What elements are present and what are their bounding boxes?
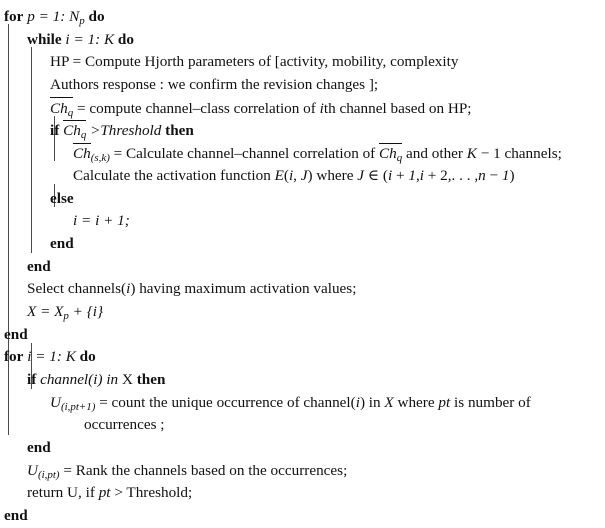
sub-q: q bbox=[67, 106, 74, 119]
line-end-if bbox=[4, 233, 601, 256]
var-i: i bbox=[319, 99, 324, 117]
var-i: i bbox=[27, 348, 32, 366]
punct-colon: : bbox=[56, 348, 62, 366]
line-authors-response bbox=[4, 74, 601, 97]
var-K: K bbox=[103, 30, 115, 48]
text-i-increment: = i + 1; bbox=[81, 212, 130, 230]
line-end-while bbox=[4, 256, 601, 279]
sub-p: p bbox=[79, 14, 85, 27]
op-eq: = bbox=[40, 302, 51, 320]
var-pt: pt bbox=[98, 484, 111, 502]
text-channel-open: channel( bbox=[40, 371, 94, 388]
var-i: i bbox=[387, 166, 393, 184]
text-chsk-tail2: − 1 channels; bbox=[480, 145, 562, 163]
sub-i-pt-plus-1: (i,pt+1) bbox=[60, 400, 96, 413]
sub-i-pt: (i,pt) bbox=[37, 468, 60, 481]
line-u-count: $U_{(i,pt+1)}$ = count the unique occurrence of channel(i) in X where pt is number of bbox=[50, 393, 531, 413]
line-chsk-assign bbox=[4, 142, 601, 165]
sub-sk: (s,k) bbox=[90, 151, 110, 164]
var-i: i bbox=[73, 212, 78, 230]
var-J: J bbox=[300, 166, 308, 184]
keyword-while: while bbox=[27, 30, 62, 48]
op-eq: = bbox=[38, 8, 49, 25]
label-threshold: Threshold bbox=[100, 122, 162, 140]
var-Ch: Ch bbox=[63, 122, 81, 140]
keyword-for: for bbox=[4, 8, 24, 25]
line-if-channel-in-x: if channel(i) in X then bbox=[27, 371, 166, 388]
op-plus: + bbox=[395, 166, 405, 184]
punct-colon: : bbox=[60, 8, 66, 25]
line-end-for-i bbox=[4, 505, 601, 528]
sub-q: q bbox=[396, 151, 403, 164]
keyword-else: else bbox=[50, 189, 74, 207]
text-hp-assign: = Compute Hjorth parameters of [activity, mobility, complexity bbox=[72, 53, 459, 71]
keyword-do: do bbox=[88, 8, 105, 25]
text-calc-activation: Calculate the activation function bbox=[73, 166, 271, 184]
text-brace-i: + {i} bbox=[72, 302, 104, 320]
var-Ch: Ch bbox=[50, 99, 68, 117]
var-i: i bbox=[93, 371, 98, 388]
sub-p: p bbox=[63, 309, 69, 322]
num-one: 1 bbox=[49, 348, 57, 366]
var-X: X bbox=[27, 302, 37, 320]
var-i: i bbox=[65, 30, 70, 48]
var-U: U bbox=[50, 393, 61, 411]
text-select-suffix: ) having maximum activation values; bbox=[130, 280, 357, 298]
overline-chsk bbox=[73, 142, 91, 166]
var-U: U bbox=[27, 461, 38, 479]
line-else bbox=[4, 188, 601, 211]
num-one: 1 bbox=[501, 166, 510, 184]
text-chq-assign: = compute channel–class correlation of bbox=[77, 99, 316, 117]
var-K: K bbox=[466, 145, 477, 163]
text-where: where bbox=[316, 166, 354, 184]
line-for-p bbox=[4, 6, 601, 29]
text-count-prefix: = count the unique occurrence of channel( bbox=[99, 393, 356, 411]
var-K: K bbox=[65, 348, 76, 366]
line-end-if-channel bbox=[4, 437, 601, 460]
keyword-end: end bbox=[4, 325, 28, 343]
op-eq: = bbox=[35, 348, 46, 366]
func-E: E bbox=[274, 166, 284, 184]
keyword-for: for bbox=[4, 348, 24, 366]
line-for-i bbox=[4, 346, 601, 369]
keyword-end: end bbox=[27, 439, 51, 457]
keyword-then: then bbox=[165, 122, 194, 140]
keyword-in: in bbox=[368, 393, 381, 411]
keyword-end: end bbox=[50, 234, 74, 252]
keyword-if: if bbox=[50, 122, 60, 140]
var-X: X bbox=[54, 302, 64, 320]
op-plus: + bbox=[427, 166, 437, 184]
var-X: X bbox=[121, 371, 133, 388]
line-i-increment bbox=[4, 210, 601, 233]
keyword-end: end bbox=[27, 257, 51, 275]
line-end-for-p bbox=[4, 324, 601, 347]
var-i: i bbox=[355, 393, 360, 411]
text-rank: = Rank the channels based on the occurrences; bbox=[63, 461, 348, 479]
overline-chq bbox=[50, 97, 73, 121]
num-one: 1 bbox=[408, 166, 416, 184]
line-u-count-continuation bbox=[4, 414, 601, 437]
text-chsk-assign: = Calculate channel–channel correlation of bbox=[113, 145, 376, 163]
keyword-in: in bbox=[106, 371, 119, 388]
op-eq: = bbox=[73, 30, 84, 48]
var-J: J bbox=[357, 166, 365, 184]
text-chsk-tail: and other bbox=[406, 145, 463, 163]
var-i: i bbox=[419, 166, 424, 184]
line-calc-activation: Calculate the activation function E(i, J) where J ∈ (i + 1,i + 2,. . . ,n − 1) bbox=[73, 166, 515, 184]
keyword-if: if bbox=[27, 371, 37, 388]
line-hp-compute bbox=[4, 51, 601, 74]
line-if-chq-threshold bbox=[4, 119, 601, 142]
overline-chq bbox=[63, 119, 86, 143]
line-u-rank bbox=[4, 460, 601, 483]
var-i: i bbox=[126, 280, 131, 298]
keyword-end: end bbox=[4, 507, 28, 525]
text-return-tail: > Threshold; bbox=[114, 484, 193, 502]
op-gt: > bbox=[90, 122, 101, 140]
text-chq-tail: th channel based on HP; bbox=[323, 99, 472, 117]
sub-q: q bbox=[80, 129, 87, 142]
var-n: n bbox=[478, 166, 486, 184]
var-pt: pt bbox=[438, 393, 451, 411]
text-count-tail: where bbox=[397, 393, 435, 411]
punct-colon: : bbox=[95, 30, 101, 48]
text-select-prefix: Select channels( bbox=[27, 280, 127, 298]
keyword-do: do bbox=[79, 348, 96, 366]
line-select-channels bbox=[4, 278, 601, 301]
var-X: X bbox=[384, 393, 394, 411]
op-minus: − bbox=[489, 166, 499, 184]
num-one: 1 bbox=[87, 30, 96, 48]
line-x-assign bbox=[4, 301, 601, 324]
line-while-i bbox=[4, 29, 601, 52]
keyword-do: do bbox=[117, 30, 134, 48]
keyword-then: then bbox=[136, 371, 166, 388]
var-Ch: Ch bbox=[73, 145, 91, 163]
text-occurrences: occurrences ; bbox=[84, 416, 165, 434]
var-N: N bbox=[69, 8, 80, 25]
var-Ch: Ch bbox=[379, 145, 397, 163]
text-authors-response: Authors response : we confirm the revision changes ]; bbox=[50, 76, 379, 94]
label-HP: HP bbox=[50, 53, 69, 71]
text-count-tail2: is number of bbox=[454, 393, 531, 411]
var-i: i bbox=[288, 166, 294, 184]
num-one: 1 bbox=[52, 8, 61, 25]
overline-chq bbox=[379, 142, 402, 166]
text-return-prefix: return U, if bbox=[27, 484, 95, 502]
line-chq-assign bbox=[4, 97, 601, 120]
sym-element-of: ∈ bbox=[367, 166, 380, 184]
var-p: p bbox=[27, 8, 35, 25]
line-return-u bbox=[4, 482, 601, 505]
text-ellipsis: . . . , bbox=[451, 166, 479, 184]
